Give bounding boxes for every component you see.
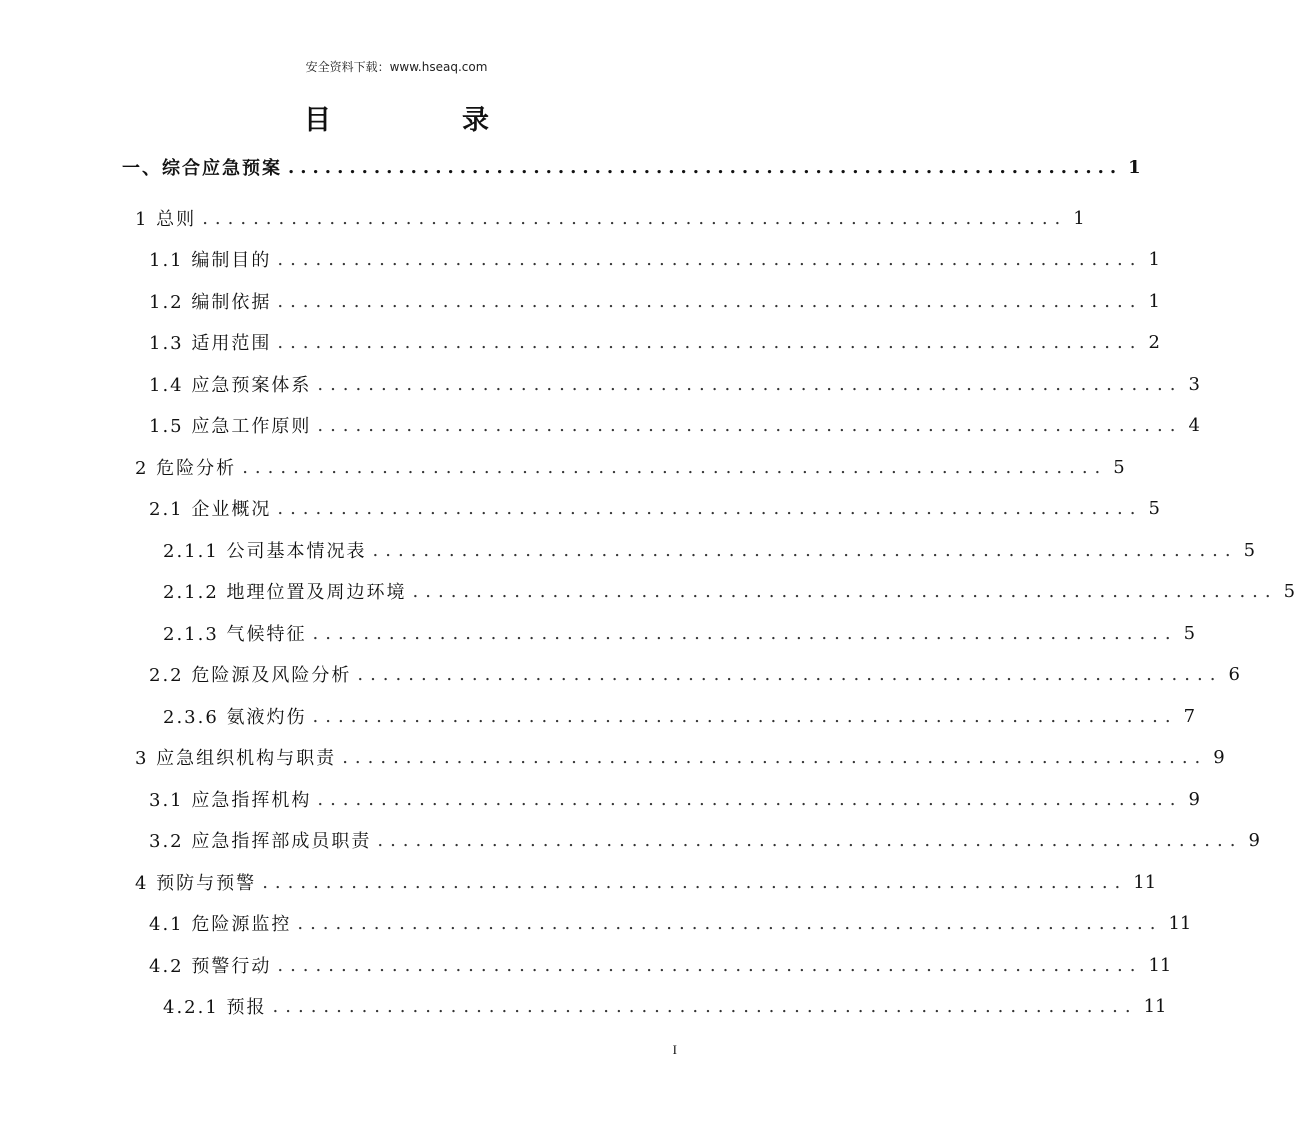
toc-entry-text: 1.3 适用范围 — [149, 333, 272, 354]
toc-entry-page: 9 — [1213, 746, 1225, 768]
toc-entry[interactable] — [135, 205, 1085, 231]
toc-dot-leader: .................................................................... — [357, 663, 1223, 685]
toc-entry[interactable] — [163, 578, 1295, 604]
toc-entry-text: 1.4 应急预案体系 — [149, 375, 312, 396]
toc-entry[interactable] — [135, 744, 1225, 770]
toc-entry[interactable] — [149, 910, 1192, 936]
toc-entry-text: 1.5 应急工作原则 — [149, 416, 312, 437]
toc-entry[interactable] — [149, 412, 1200, 438]
toc-entry-page: 5 — [1283, 580, 1295, 602]
header-download-note: 安全资料下载：www.hseaq.com — [305, 60, 488, 74]
toc-dot-leader: .................................................................... — [342, 746, 1208, 768]
toc-entry-text: 3 应急组织机构与职责 — [135, 748, 337, 769]
toc-entry-page: 1 — [1148, 248, 1160, 270]
toc-dot-leader: .................................................................... — [242, 456, 1108, 478]
toc-dot-leader: .................................................................... — [272, 995, 1138, 1017]
toc-dot-leader: .................................................................... — [297, 912, 1163, 934]
toc-entry[interactable] — [149, 952, 1172, 978]
toc-entry-page: 5 — [1183, 622, 1196, 644]
toc-entry-page: 1 — [1148, 290, 1160, 312]
toc-entry[interactable] — [149, 246, 1160, 272]
toc-entry-text: 3.2 应急指挥部成员职责 — [149, 831, 372, 852]
toc-entry-page: 11 — [1143, 995, 1167, 1017]
toc-entry-page: 3 — [1188, 373, 1200, 395]
toc-dot-leader: .................................................................... — [372, 539, 1238, 561]
toc-entry[interactable] — [149, 288, 1160, 314]
toc-entry-text: 2.2 危险源及风险分析 — [149, 665, 352, 686]
toc-entry-page: 5 — [1113, 456, 1125, 478]
toc-entry-text: 4.1 危险源监控 — [149, 914, 292, 935]
toc-entry[interactable] — [149, 329, 1160, 355]
toc-dot-leader: .................................................................... — [277, 331, 1143, 353]
toc-entry-page: 7 — [1183, 705, 1196, 727]
toc-entry-text: 4.2 预警行动 — [149, 956, 272, 977]
toc-entry-page: 1 — [1128, 156, 1141, 178]
toc-entry-text: 2.1.1 公司基本情况表 — [163, 541, 367, 562]
toc-entry-text: 1.2 编制依据 — [149, 292, 272, 313]
toc-dot-leader: .................................................................... — [317, 373, 1183, 395]
toc-entry[interactable] — [163, 620, 1196, 646]
toc-entry-page: 11 — [1133, 871, 1157, 893]
toc-entry[interactable] — [135, 454, 1125, 480]
toc-entry-text: 2 危险分析 — [135, 458, 237, 479]
toc-dot-leader: .................................................................... — [312, 705, 1178, 727]
toc-entry[interactable] — [163, 993, 1167, 1019]
toc-dot-leader: .................................................................... — [262, 871, 1128, 893]
toc-dot-leader: .................................................................... — [277, 954, 1143, 976]
toc-dot-leader: .................................................................... — [317, 414, 1183, 436]
toc-entry-text: 4 预防与预警 — [135, 873, 257, 894]
toc-entry-page: 4 — [1188, 414, 1200, 436]
toc-entry[interactable] — [135, 869, 1157, 895]
toc-dot-leader: .................................................................... — [288, 156, 1123, 178]
toc-entry-text: 2.1.2 地理位置及周边环境 — [163, 582, 407, 603]
toc-entry-text: 2.1.3 气候特征 — [163, 624, 307, 645]
toc-entry-text: 1 总则 — [135, 209, 197, 230]
toc-entry-page: 6 — [1228, 663, 1240, 685]
toc-entry-page: 9 — [1248, 829, 1260, 851]
toc-entry[interactable] — [163, 703, 1196, 729]
toc-entry[interactable] — [149, 786, 1200, 812]
toc-entry-text: 2.3.6 氨液灼伤 — [163, 707, 307, 728]
toc-title: 目 录 — [304, 105, 541, 136]
toc-entry-page: 5 — [1148, 497, 1160, 519]
toc-entry[interactable] — [149, 827, 1260, 853]
toc-entry[interactable] — [122, 154, 1141, 180]
toc-entry[interactable] — [149, 495, 1160, 521]
toc-dot-leader: .................................................................... — [312, 622, 1178, 644]
toc-entry-text: 3.1 应急指挥机构 — [149, 790, 312, 811]
toc-entry-page: 11 — [1148, 954, 1172, 976]
toc-entry-page: 1 — [1073, 207, 1085, 229]
toc-dot-leader: .................................................................... — [277, 497, 1143, 519]
page-number-footer: I — [672, 1042, 677, 1057]
toc-dot-leader: .................................................................... — [277, 248, 1143, 270]
toc-entry-page: 9 — [1188, 788, 1200, 810]
toc-dot-leader: .................................................................... — [412, 580, 1278, 602]
toc-dot-leader: .................................................................... — [317, 788, 1183, 810]
toc-entry-text: 1.1 编制目的 — [149, 250, 272, 271]
toc-entry-page: 11 — [1168, 912, 1192, 934]
toc-dot-leader: .................................................................... — [277, 290, 1143, 312]
toc-entry-page: 5 — [1243, 539, 1256, 561]
toc-dot-leader: .................................................................... — [202, 207, 1068, 229]
toc-entry[interactable] — [149, 661, 1240, 687]
toc-entry-page: 2 — [1148, 331, 1160, 353]
toc-entry-text: 2.1 企业概况 — [149, 499, 272, 520]
toc-entry[interactable] — [163, 537, 1256, 563]
toc-entry-text: 4.2.1 预报 — [163, 997, 267, 1018]
toc-dot-leader: .................................................................... — [377, 829, 1243, 851]
toc-entry-text: 一、综合应急预案 — [122, 158, 282, 179]
toc-entry[interactable] — [149, 371, 1200, 397]
